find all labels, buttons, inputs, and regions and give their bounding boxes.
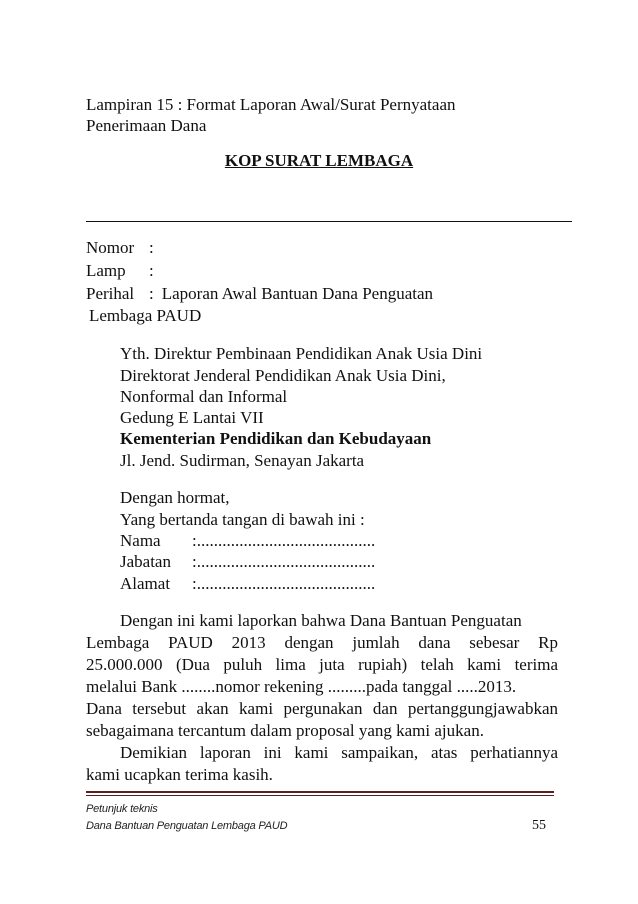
jabatan-row: [120, 552, 375, 572]
lamp-separator: :: [149, 261, 154, 280]
footer-divider-thick: [86, 791, 554, 793]
nama-row: [120, 531, 375, 551]
addressee-ministry: Kementerian Pendidikan dan Kebudayaan: [120, 429, 432, 448]
nomor-label: Nomor: [86, 238, 135, 257]
jabatan-value: :..........................................: [192, 552, 376, 571]
addressee-address: Jl. Jend. Sudirman, Senayan Jakarta: [120, 451, 365, 470]
attachment-title-line2: Penerimaan Dana: [86, 116, 207, 135]
body-p1-line4: melalui Bank ........nomor rekening .........pada tanggal .....2013.: [86, 677, 517, 696]
page-number: 55: [532, 818, 546, 833]
nama-value: :..........................................: [192, 531, 376, 550]
body-p1-line2: Lembaga PAUD 2013 dengan jumlah dana sebesar Rp: [86, 633, 558, 652]
body-p1-line3: 25.000.000 (Dua puluh lima juta rupiah) telah kami terima: [86, 655, 558, 674]
greeting: Dengan hormat,: [120, 488, 230, 507]
addressee-line2: Direktorat Jenderal Pendidikan Anak Usia Dini,: [120, 366, 446, 385]
alamat-value: :..........................................: [192, 574, 376, 593]
nomor-row: [86, 238, 154, 258]
attachment-title-line1: Lampiran 15 : Format Laporan Awal/Surat Pernyataan: [86, 95, 456, 114]
lamp-row: [86, 261, 154, 281]
perihal-continuation: Lembaga PAUD: [89, 306, 202, 325]
body-p1-line5: Dana tersebut akan kami pergunakan dan pertanggungjawabkan: [86, 699, 558, 718]
perihal-row: [86, 284, 433, 304]
footer-title-line2: Dana Bantuan Penguatan Lembaga PAUD: [86, 820, 288, 832]
perihal-separator: :: [149, 284, 154, 303]
lamp-label: Lamp: [86, 261, 126, 280]
nama-label: Nama: [120, 531, 161, 550]
body-p2-line2: kami ucapkan terima kasih.: [86, 765, 273, 784]
addressee-line4: Gedung E Lantai VII: [120, 408, 264, 427]
footer-divider-thin: [86, 795, 554, 796]
perihal-label: Perihal: [86, 284, 135, 303]
alamat-row: [120, 574, 375, 594]
addressee-line3: Nonformal dan Informal: [120, 387, 288, 406]
body-p1-line1: Dengan ini kami laporkan bahwa Dana Bantuan Penguatan: [120, 611, 522, 630]
body-p2-line1: Demikian laporan ini kami sampaikan, atas perhatiannya: [120, 743, 558, 762]
perihal-value: Laporan Awal Bantuan Dana Penguatan: [161, 284, 434, 303]
nomor-separator: :: [149, 238, 154, 257]
body-p1-line6: sebagaimana tercantum dalam proposal yang kami ajukan.: [86, 721, 484, 740]
letterhead-placeholder: KOP SURAT LEMBAGA: [224, 151, 414, 170]
letterhead-divider: [86, 221, 572, 222]
jabatan-label: Jabatan: [120, 552, 171, 571]
alamat-label: Alamat: [120, 574, 171, 593]
footer-title-line1: Petunjuk teknis: [86, 803, 158, 815]
signatory-intro: Yang bertanda tangan di bawah ini :: [120, 510, 365, 529]
addressee-line1: Yth. Direktur Pembinaan Pendidikan Anak Usia Dini: [120, 344, 483, 363]
